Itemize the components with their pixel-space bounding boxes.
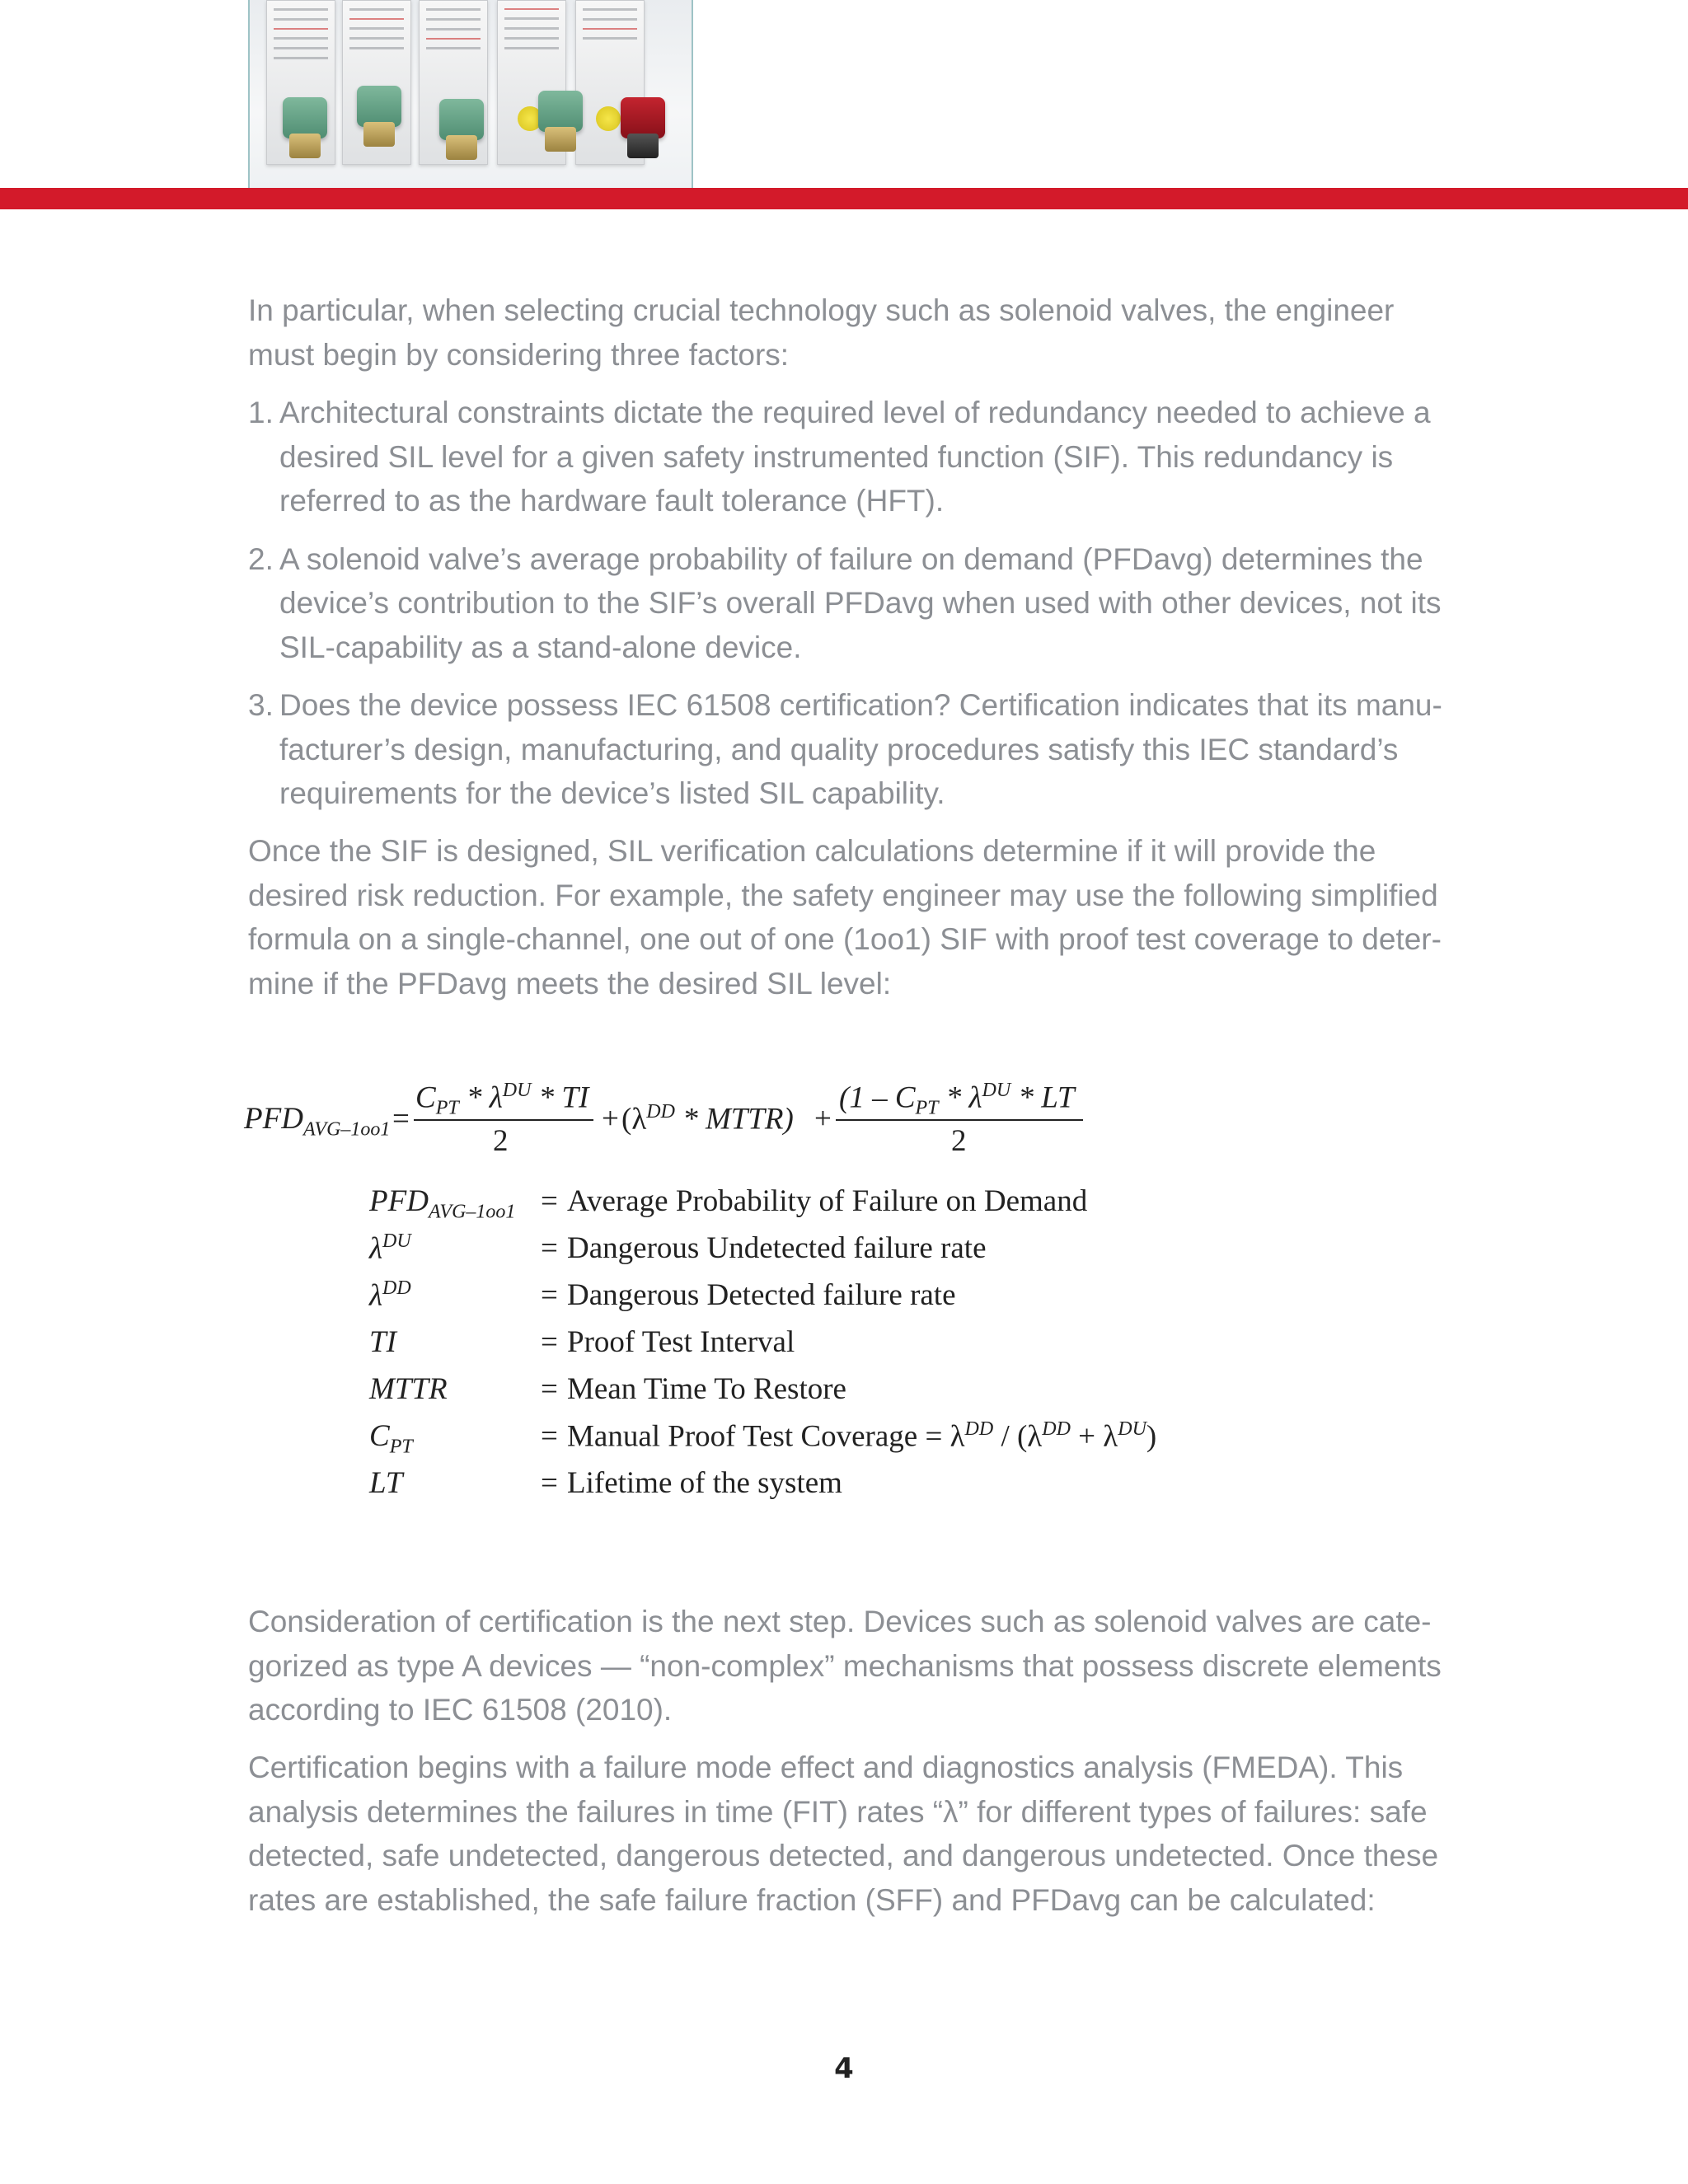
term2 bbox=[621, 1101, 794, 1137]
intro-paragraph bbox=[248, 288, 1443, 377]
term2-rest: * MTTR) bbox=[674, 1102, 794, 1137]
list-number: 2. bbox=[248, 541, 274, 576]
definition-symbol bbox=[369, 1183, 515, 1223]
meaning-superscript: DU bbox=[1118, 1418, 1146, 1440]
list-item bbox=[248, 537, 1443, 670]
term3-sup: DU bbox=[982, 1080, 1011, 1101]
symbol-text: λ bbox=[369, 1231, 383, 1266]
term2-open: (λ bbox=[621, 1102, 647, 1137]
term3-numerator bbox=[839, 1080, 1075, 1120]
solenoid-valve-image bbox=[538, 91, 583, 132]
definition-symbol: TI bbox=[369, 1325, 396, 1359]
term3-lambda: * λ bbox=[938, 1080, 982, 1115]
symbol-text: C bbox=[369, 1419, 390, 1453]
symbol-subscript: AVG–1oo1 bbox=[428, 1201, 516, 1223]
definition-meaning: Lifetime of the system bbox=[567, 1466, 842, 1500]
formula-lhs bbox=[244, 1101, 390, 1141]
factors-list bbox=[248, 391, 1443, 830]
term1-lambda: * λ bbox=[458, 1080, 503, 1115]
solenoid-valve-image bbox=[621, 97, 665, 138]
definition-equals: = bbox=[541, 1184, 558, 1218]
pfd-formula bbox=[244, 1071, 1233, 1179]
page-number: 4 bbox=[834, 2052, 854, 2085]
symbol-superscript: DU bbox=[382, 1230, 411, 1252]
definition-meaning bbox=[567, 1418, 1156, 1454]
certification-text: Consideration of certification is the next step. Devices such as solenoid valves are cate- gorized as type A devices — “non-complex” mechanisms that possess discrete elements according to IEC 61508 (2010). bbox=[248, 1605, 1442, 1727]
definition-equals: = bbox=[541, 1372, 558, 1406]
header-red-bar bbox=[0, 188, 1688, 209]
term3-lt: * LT bbox=[1010, 1080, 1075, 1115]
symbol-subscript: PT bbox=[389, 1436, 413, 1458]
meaning-superscript: DD bbox=[1042, 1418, 1071, 1440]
definition-equals: = bbox=[541, 1231, 558, 1265]
solenoid-valve-image bbox=[283, 97, 327, 138]
meaning-text: + λ bbox=[1070, 1419, 1118, 1454]
definition-meaning: Dangerous Undetected failure rate bbox=[567, 1231, 987, 1265]
symbol-text: λ bbox=[369, 1278, 383, 1313]
formula-lhs-subscript: AVG–1oo1 bbox=[302, 1118, 391, 1141]
definition-equals: = bbox=[541, 1466, 558, 1500]
solenoid-valve-image bbox=[439, 99, 484, 140]
definition-meaning: Dangerous Detected failure rate bbox=[567, 1278, 956, 1312]
term3-open: (1 – C bbox=[839, 1080, 916, 1115]
term1-denominator: 2 bbox=[493, 1124, 509, 1158]
fraction-bar bbox=[836, 1119, 1083, 1121]
definition-symbol bbox=[369, 1418, 413, 1458]
definition-symbol: LT bbox=[369, 1466, 403, 1500]
term3-sub: PT bbox=[915, 1097, 939, 1119]
symbol-superscript: DD bbox=[382, 1277, 411, 1299]
list-item-text: Does the device possess IEC 61508 certification? Certification indicates that its manu- facturer’s design, manufacturing, and quality procedures satisfy this IEC standard’s requirements for the device’s listed SIL capability. bbox=[279, 688, 1442, 810]
term1-numerator bbox=[415, 1080, 588, 1120]
formula-lhs-symbol: PFD bbox=[244, 1102, 303, 1136]
definition-equals: = bbox=[541, 1278, 558, 1312]
list-item bbox=[248, 683, 1443, 816]
list-number: 1. bbox=[248, 396, 274, 429]
meaning-text: Manual Proof Test Coverage = λ bbox=[567, 1419, 965, 1454]
term2-sup: DD bbox=[646, 1101, 675, 1122]
definition-meaning: Average Probability of Failure on Demand bbox=[567, 1184, 1088, 1218]
certification-paragraph bbox=[248, 1600, 1443, 1732]
formula-plus: + bbox=[602, 1102, 619, 1136]
term1-c: C bbox=[415, 1080, 436, 1115]
definition-meaning: Proof Test Interval bbox=[567, 1325, 795, 1359]
term3-denominator: 2 bbox=[951, 1124, 967, 1158]
meaning-text: ) bbox=[1146, 1419, 1157, 1454]
meaning-superscript: DD bbox=[964, 1418, 994, 1440]
meaning-text: / (λ bbox=[993, 1419, 1043, 1454]
fmeda-text: Certification begins with a failure mode effect and diagnostics analysis (FMEDA). This analysis determines the failures in time (FIT) rates “λ” for different types of failures: safe detected, safe undetected, dangerous detected, and dangerous undetected. Once these rates are established, the safe failure fraction (SFF) and PFDavg can be calculated: bbox=[248, 1750, 1439, 1917]
definition-symbol bbox=[369, 1230, 411, 1266]
term1-c-sub: PT bbox=[435, 1097, 459, 1119]
header-product-image bbox=[248, 0, 693, 188]
fmeda-paragraph bbox=[248, 1746, 1443, 1922]
formula-equals: = bbox=[392, 1102, 410, 1136]
definition-meaning: Mean Time To Restore bbox=[567, 1372, 846, 1406]
definition-symbol bbox=[369, 1277, 411, 1313]
definition-equals: = bbox=[541, 1419, 558, 1453]
definition-equals: = bbox=[541, 1325, 558, 1359]
formula-plus: + bbox=[814, 1102, 832, 1136]
intro-text: In particular, when selecting crucial technology such as solenoid valves, the engineer must begin by considering three factors: bbox=[248, 293, 1395, 372]
list-number: 3. bbox=[248, 688, 274, 722]
term1-ti: * TI bbox=[531, 1080, 589, 1115]
symbol-text: PFD bbox=[369, 1184, 429, 1218]
term1-sup: DU bbox=[502, 1080, 532, 1101]
solenoid-valve-image bbox=[357, 86, 401, 127]
verification-text: Once the SIF is designed, SIL verification calculations determine if it will provide the desired risk reduction. For example, the safety engineer may use the following simplified formula on a single-channel, one out of one (1oo1) SIF with proof test coverage to deter- mine if the PFDavg meets the desired SIL level: bbox=[248, 834, 1442, 1001]
list-item-text: A solenoid valve’s average probability of failure on demand (PFDavg) determines the device’s contribution to the SIF’s overall PFDavg when used with other devices, not its SIL-capability as a stand-alone device. bbox=[279, 541, 1442, 664]
list-item-text: Architectural constraints dictate the required level of redundancy needed to achieve a desired SIL level for a given safety instrumented function (SIF). This redundancy is referred to as the hardware fault tolerance (HFT). bbox=[279, 396, 1431, 518]
list-item bbox=[248, 391, 1443, 523]
fraction-bar bbox=[414, 1119, 593, 1121]
definition-symbol: MTTR bbox=[369, 1372, 448, 1406]
verification-paragraph bbox=[248, 829, 1443, 1005]
